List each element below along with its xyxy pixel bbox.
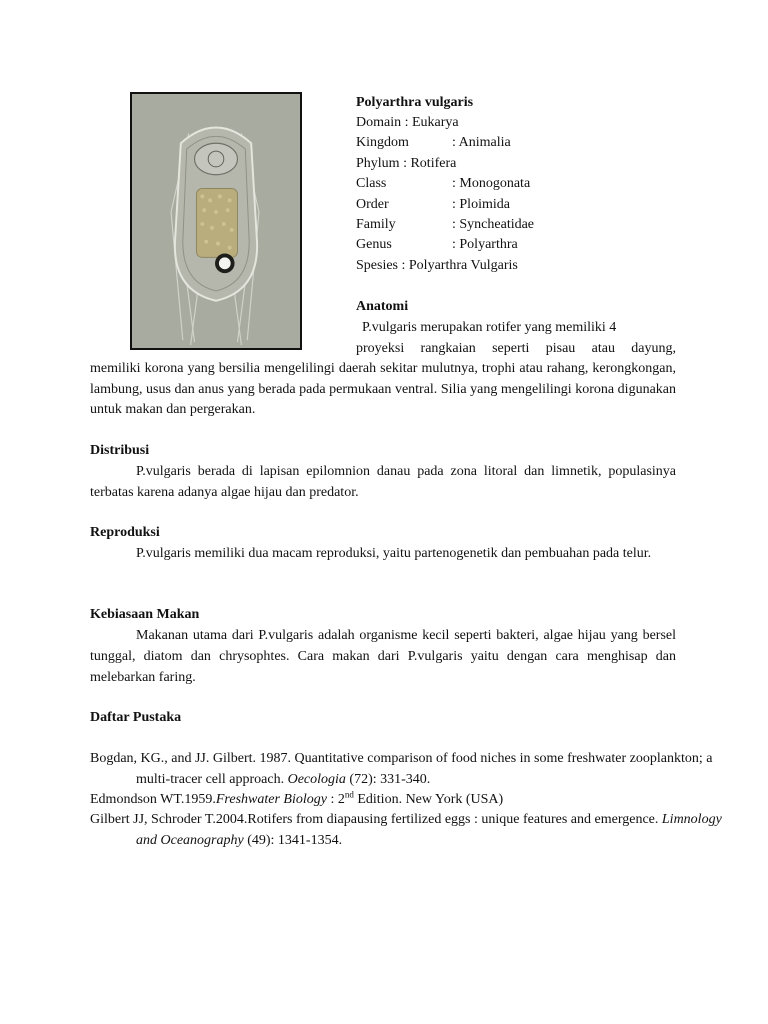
taxonomy-value: Polyarthra [459,237,518,253]
ref-text: Edition. New York (USA) [353,792,504,807]
anatomi-line: proyeksi rangkaian seperti pisau atau dayung, [356,340,676,356]
taxonomy-key: Genus [356,237,392,253]
ref-text: Edmondson WT.1959. [90,792,216,807]
pustaka-heading: Daftar Pustaka [90,710,182,725]
taxonomy-row-order [356,195,686,215]
taxonomy-row-kingdom [356,133,686,153]
taxonomy-value: Polyarthra Vulgaris [408,257,518,273]
reproduksi-paragraph: P.vulgaris memiliki dua macam reproduksi, yaitu partenogenetik dan pembuahan pada telur. [136,546,652,561]
taxonomy-key: Family [356,216,396,232]
ref-text: Gilbert JJ, Schroder T.2004.Rotifers from diapausing fertilized eggs : unique features and emergence. [90,812,662,827]
taxonomy-key: Domain [356,115,402,130]
taxonomy-value-wrap: : Ploimida [452,196,510,212]
taxonomy-row-phylum: Phylum : Rotifera [356,155,457,171]
reference-item [90,790,736,811]
species-title: Polyarthra vulgaris [356,95,474,110]
taxonomy-value: Syncheatidae [459,216,535,232]
taxonomy-row-family [356,215,686,235]
taxonomy-value-wrap: : Animalia [452,135,511,151]
taxonomy-value-wrap: : Syncheatidae [452,216,535,232]
reference-item [90,749,736,790]
ref-superscript: nd [344,789,354,800]
taxonomy-value: Monogonata [459,176,531,192]
ref-journal: Limnology and Oceanography [136,812,722,848]
anatomi-paragraph-rest: memiliki korona yang bersilia mengelilingi daerah sekitar mulutnya, trophi atau rahang, kerongkongan, lambung, usus dan anus yang berada pada permukaan ventral. Silia yang mengelilingi korona digunakan untuk makan dan pergerakan. [90,361,676,418]
anatomi-paragraph-start [356,318,676,359]
kebiasaan-paragraph: Makanan utama dari P.vulgaris adalah organisme kecil seperti bakteri, algae hijau yang bersel tunggal, diatom dan chrysophtes. Cara makan dari P.vulgaris yaitu dengan cara menghisap dan melebarkan faring. [90,628,676,685]
kebiasaan-heading: Kebiasaan Makan [90,607,200,622]
reference-item [90,810,736,851]
taxonomy-row-spesies: Spesies : Polyarthra Vulgaris [356,257,518,273]
taxonomy-block [356,93,686,276]
distribusi-heading: Distribusi [90,443,150,458]
taxonomy-key: Spesies [356,257,398,273]
taxonomy-key: Kingdom [356,135,409,151]
distribusi-paragraph: P.vulgaris berada di lapisan epilomnion danau pada zona litoral dan limnetik, populasinya terbatas karena adanya algae hijau dan predator. [90,464,676,500]
ref-text: : 2 [326,792,345,807]
ref-journal: Oecologia [287,771,346,787]
anatomi-heading: Anatomi [356,299,409,314]
anatomi-line: P.vulgaris merupakan rotifer yang memiliki 4 [362,320,617,335]
ref-text: Bogdan, KG., and JJ. Gilbert. 1987. Quantitative comparison of food niches in some freshwater zooplankton; a multi-tracer cell approach. [90,751,713,787]
ref-title: Freshwater Biology [215,792,327,807]
taxonomy-value-wrap: : Monogonata [452,176,531,192]
taxonomy-value: Rotifera [410,155,457,171]
taxonomy-value-wrap: : Polyarthra [452,237,518,253]
ref-text: (49): 1341-1354. [243,832,343,848]
rotifer-image [132,94,300,348]
taxonomy-key: Class [356,176,387,192]
taxonomy-value: Ploimida [459,196,510,212]
taxonomy-row-domain: Domain : Eukarya [356,115,459,130]
taxonomy-value: Eukarya [412,115,459,130]
taxonomy-value: Animalia [458,135,511,151]
taxonomy-row-genus [356,235,686,255]
taxonomy-row-class [356,174,686,194]
taxonomy-key: Order [356,196,389,212]
ref-text: (72): 331-340. [345,771,431,787]
taxonomy-key: Phylum [356,155,400,171]
rotifer-micrograph [130,92,302,350]
reproduksi-heading: Reproduksi [90,525,160,540]
